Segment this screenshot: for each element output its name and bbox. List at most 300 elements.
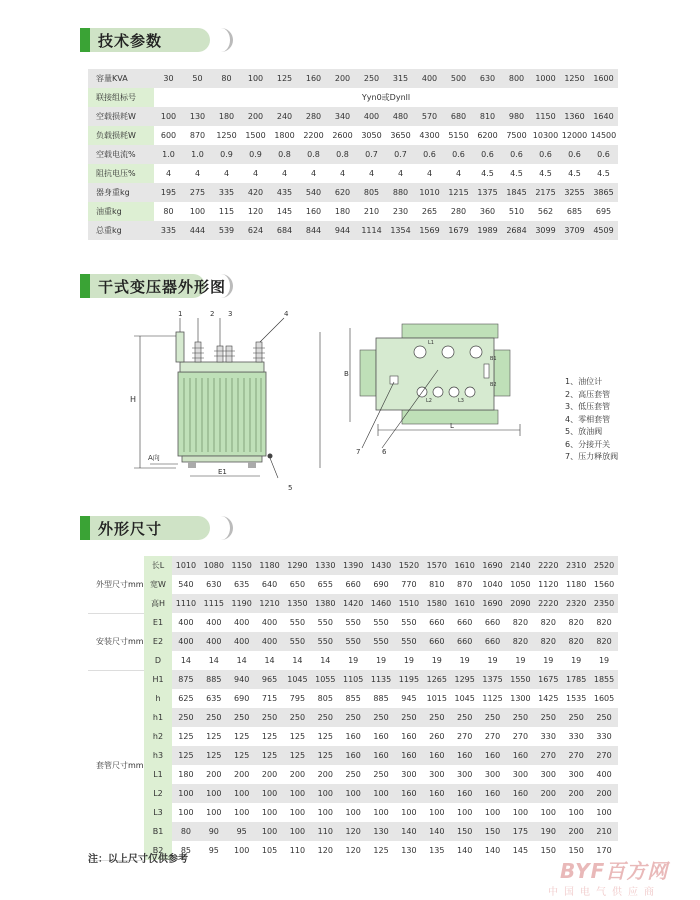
dimension-cell: 250 bbox=[590, 708, 618, 727]
legend-item: 2、高压套管 bbox=[565, 389, 611, 399]
dimension-cell: 100 bbox=[479, 803, 507, 822]
tech-row bbox=[88, 107, 618, 126]
dimension-cell: 885 bbox=[367, 689, 395, 708]
dimension-label: H1 bbox=[144, 670, 172, 689]
dimension-cell: 1080 bbox=[200, 556, 228, 575]
dimension-cell: 1045 bbox=[451, 689, 479, 708]
dimension-cell: 160 bbox=[423, 746, 451, 765]
dimension-cell: 400 bbox=[172, 613, 200, 632]
tech-cell: 230 bbox=[386, 202, 415, 221]
tech-cell: 630 bbox=[473, 69, 502, 88]
dimension-cell: 300 bbox=[479, 765, 507, 784]
dimension-cell: 2350 bbox=[590, 594, 618, 613]
table-row bbox=[88, 556, 618, 575]
tech-cell: 180 bbox=[212, 107, 241, 126]
dimension-cell: 1265 bbox=[423, 670, 451, 689]
tech-cell: 280 bbox=[299, 107, 328, 126]
dimension-cell: 100 bbox=[200, 784, 228, 803]
dimension-cell: 660 bbox=[423, 632, 451, 651]
dimension-cell: 550 bbox=[395, 632, 423, 651]
dimension-cell: 270 bbox=[507, 727, 535, 746]
tech-cell: 3865 bbox=[589, 183, 618, 202]
tech-cell: 0.9 bbox=[212, 145, 241, 164]
dimension-label: h2 bbox=[144, 727, 172, 746]
dimension-cell: 1560 bbox=[590, 575, 618, 594]
dimension-cell: 330 bbox=[562, 727, 590, 746]
dimension-cell: 820 bbox=[534, 613, 562, 632]
dimension-cell: 690 bbox=[228, 689, 256, 708]
dimension-cell: 110 bbox=[284, 841, 312, 860]
dimension-cell: 125 bbox=[200, 727, 228, 746]
tech-cell: 980 bbox=[502, 107, 531, 126]
dimension-cell: 1690 bbox=[479, 556, 507, 575]
label-3: 3 bbox=[228, 310, 233, 318]
dimension-cell: 820 bbox=[507, 632, 535, 651]
dimension-cell: 100 bbox=[284, 784, 312, 803]
dimension-cell: 100 bbox=[228, 803, 256, 822]
tech-cell: 420 bbox=[241, 183, 270, 202]
dimension-cell: 130 bbox=[395, 841, 423, 860]
dimension-cell: 14 bbox=[200, 651, 228, 670]
tech-cell: 195 bbox=[154, 183, 183, 202]
label-4: 4 bbox=[284, 310, 289, 318]
dimension-cell: 250 bbox=[534, 708, 562, 727]
dimension-cell: 130 bbox=[367, 822, 395, 841]
dimension-cell: 95 bbox=[228, 822, 256, 841]
dimension-cell: 2520 bbox=[590, 556, 618, 575]
dimension-cell: 250 bbox=[339, 708, 367, 727]
tech-cell: 0.8 bbox=[299, 145, 328, 164]
dimension-cell: 400 bbox=[590, 765, 618, 784]
tech-cell: 570 bbox=[415, 107, 444, 126]
dimension-cell: 660 bbox=[451, 613, 479, 632]
transformer-drawing bbox=[120, 306, 560, 496]
tech-cell: 145 bbox=[270, 202, 299, 221]
dimension-cell: 19 bbox=[507, 651, 535, 670]
dimension-cell: 100 bbox=[311, 803, 339, 822]
tech-cell: 480 bbox=[386, 107, 415, 126]
tech-cell: 1114 bbox=[357, 221, 386, 240]
dimension-cell: 125 bbox=[172, 727, 200, 746]
dimension-cell: 1105 bbox=[339, 670, 367, 689]
dimension-label: D bbox=[144, 651, 172, 670]
dimension-cell: 625 bbox=[172, 689, 200, 708]
dimension-cell: 650 bbox=[284, 575, 312, 594]
tech-row bbox=[88, 145, 618, 164]
tech-cell: 4509 bbox=[589, 221, 618, 240]
dimension-cell: 1460 bbox=[367, 594, 395, 613]
dimension-cell: 170 bbox=[590, 841, 618, 860]
tech-cell: 4.5 bbox=[531, 164, 560, 183]
dimension-cell: 1430 bbox=[367, 556, 395, 575]
label-L2: L2 bbox=[426, 398, 432, 404]
tech-cell: 624 bbox=[241, 221, 270, 240]
dimension-cell: 19 bbox=[367, 651, 395, 670]
tech-row bbox=[88, 202, 618, 221]
tech-cell: 1354 bbox=[386, 221, 415, 240]
dimension-cell: 140 bbox=[395, 822, 423, 841]
dimension-cell: 1605 bbox=[590, 689, 618, 708]
label-5: 5 bbox=[288, 484, 293, 492]
dimension-cell: 19 bbox=[451, 651, 479, 670]
label-H: H bbox=[130, 395, 137, 404]
tech-cell: 30 bbox=[154, 69, 183, 88]
dimension-cell: 100 bbox=[256, 822, 284, 841]
dimension-cell: 1195 bbox=[395, 670, 423, 689]
dimension-cell: 14 bbox=[228, 651, 256, 670]
dimension-cell: 125 bbox=[256, 746, 284, 765]
legend-item: 1、油位计 bbox=[565, 377, 603, 386]
dimension-cell: 14 bbox=[284, 651, 312, 670]
tech-row-label: 空载损耗W bbox=[88, 107, 154, 126]
dimension-cell: 150 bbox=[562, 841, 590, 860]
dimension-cell: 140 bbox=[423, 822, 451, 841]
tech-cell: 265 bbox=[415, 202, 444, 221]
dimension-cell: 200 bbox=[256, 765, 284, 784]
dimension-cell: 250 bbox=[367, 708, 395, 727]
dimension-cell: 690 bbox=[367, 575, 395, 594]
dimension-cell: 1550 bbox=[507, 670, 535, 689]
dimension-cell: 1690 bbox=[479, 594, 507, 613]
dimension-cell: 125 bbox=[172, 746, 200, 765]
tech-cell: 870 bbox=[183, 126, 212, 145]
tech-cell: 4.5 bbox=[502, 164, 531, 183]
tech-cell: 0.7 bbox=[386, 145, 415, 164]
dimension-cell: 100 bbox=[590, 803, 618, 822]
dimension-cell: 100 bbox=[534, 803, 562, 822]
tech-row bbox=[88, 126, 618, 145]
dimension-cell: 80 bbox=[172, 822, 200, 841]
dimension-cell: 810 bbox=[423, 575, 451, 594]
dimension-cell: 820 bbox=[590, 632, 618, 651]
dimension-cell: 160 bbox=[339, 746, 367, 765]
tech-cell: 0.8 bbox=[328, 145, 357, 164]
section-header-tech bbox=[80, 28, 163, 52]
legend-item: 5、放油阀 bbox=[565, 427, 603, 436]
tech-cell: 1150 bbox=[531, 107, 560, 126]
tech-cell: 1360 bbox=[560, 107, 589, 126]
dimension-cell: 660 bbox=[451, 632, 479, 651]
dimension-cell: 125 bbox=[311, 727, 339, 746]
tech-cell: 335 bbox=[154, 221, 183, 240]
dimension-cell: 400 bbox=[228, 613, 256, 632]
table-row bbox=[88, 575, 618, 594]
tech-cell: 1250 bbox=[560, 69, 589, 88]
tech-cell: 1215 bbox=[444, 183, 473, 202]
dimension-cell: 270 bbox=[534, 746, 562, 765]
dimension-cell: 870 bbox=[451, 575, 479, 594]
dimension-cell: 200 bbox=[534, 784, 562, 803]
tech-cell: 695 bbox=[589, 202, 618, 221]
dimension-cell: 250 bbox=[562, 708, 590, 727]
dimension-cell: 550 bbox=[395, 613, 423, 632]
dimension-cell: 2090 bbox=[507, 594, 535, 613]
dimension-cell: 160 bbox=[479, 784, 507, 803]
dimension-cell: 1045 bbox=[284, 670, 312, 689]
tech-cell: 10300 bbox=[531, 126, 560, 145]
dimension-cell: 550 bbox=[311, 632, 339, 651]
dimension-cell: 100 bbox=[562, 803, 590, 822]
dimension-cell: 125 bbox=[256, 727, 284, 746]
table-row bbox=[88, 613, 618, 632]
tech-cell: 1845 bbox=[502, 183, 531, 202]
dimension-cell: 200 bbox=[590, 784, 618, 803]
dimension-cell: 1300 bbox=[507, 689, 535, 708]
tech-row-label: 联接组标号 bbox=[88, 88, 154, 107]
section-title-drawing: 干式变压器外形图 bbox=[98, 277, 227, 296]
dimension-cell: 1135 bbox=[367, 670, 395, 689]
tech-cell: 4300 bbox=[415, 126, 444, 145]
tech-cell: 0.6 bbox=[473, 145, 502, 164]
dimension-cell: 250 bbox=[395, 708, 423, 727]
dimension-cell: 250 bbox=[367, 765, 395, 784]
dimension-cell: 135 bbox=[423, 841, 451, 860]
label-2: 2 bbox=[210, 310, 215, 318]
tech-cell: 3050 bbox=[357, 126, 386, 145]
tech-cell: 50 bbox=[183, 69, 212, 88]
tech-cell: 2175 bbox=[531, 183, 560, 202]
tech-cell: 100 bbox=[154, 107, 183, 126]
tech-cell: 4.5 bbox=[560, 164, 589, 183]
tech-cell: 3255 bbox=[560, 183, 589, 202]
dimension-cell: 2220 bbox=[534, 556, 562, 575]
tech-cell: 2200 bbox=[299, 126, 328, 145]
label-A: A向 bbox=[148, 454, 160, 462]
tech-cell: 944 bbox=[328, 221, 357, 240]
dimension-cell: 250 bbox=[311, 708, 339, 727]
dimension-cell: 1570 bbox=[423, 556, 451, 575]
dimension-cell: 1210 bbox=[256, 594, 284, 613]
legend-item: 4、零相套管 bbox=[565, 414, 611, 424]
dimension-cell: 140 bbox=[479, 841, 507, 860]
dimension-cell: 300 bbox=[395, 765, 423, 784]
tech-cell: 100 bbox=[241, 69, 270, 88]
tech-cell: 3709 bbox=[560, 221, 589, 240]
dimension-cell: 300 bbox=[534, 765, 562, 784]
tech-cell: 4 bbox=[299, 164, 328, 183]
dimension-cell: 550 bbox=[367, 613, 395, 632]
label-L3: L3 bbox=[458, 398, 464, 404]
tech-cell: 680 bbox=[444, 107, 473, 126]
dimension-cell: 85 bbox=[172, 841, 200, 860]
dimension-cell: 1050 bbox=[507, 575, 535, 594]
tech-cell: 4 bbox=[154, 164, 183, 183]
tech-cell: 250 bbox=[357, 69, 386, 88]
dimension-cell: 100 bbox=[367, 784, 395, 803]
dimension-cell: 120 bbox=[339, 822, 367, 841]
tech-cell: 400 bbox=[357, 107, 386, 126]
tech-cell: 1569 bbox=[415, 221, 444, 240]
dimension-cell: 250 bbox=[423, 708, 451, 727]
dimension-cell: 160 bbox=[367, 746, 395, 765]
dimension-cell: 660 bbox=[423, 613, 451, 632]
label-B: B bbox=[344, 370, 349, 378]
dimension-cell: 1040 bbox=[479, 575, 507, 594]
dimension-cell: 330 bbox=[534, 727, 562, 746]
dimension-cell: 125 bbox=[311, 746, 339, 765]
dimension-cell: 1055 bbox=[311, 670, 339, 689]
dimension-cell: 1330 bbox=[311, 556, 339, 575]
dimension-cell: 160 bbox=[507, 746, 535, 765]
dimension-cell: 125 bbox=[284, 746, 312, 765]
dimension-cell: 550 bbox=[284, 632, 312, 651]
dimension-cell: 120 bbox=[311, 841, 339, 860]
dimension-cell: 300 bbox=[423, 765, 451, 784]
dimension-cell: 100 bbox=[284, 822, 312, 841]
tech-cell: 160 bbox=[299, 202, 328, 221]
dimension-cell: 300 bbox=[507, 765, 535, 784]
tech-row bbox=[88, 69, 618, 88]
dimension-cell: 150 bbox=[479, 822, 507, 841]
dimension-cell: 2140 bbox=[507, 556, 535, 575]
tech-cell: 4.5 bbox=[589, 164, 618, 183]
tech-cell: 7500 bbox=[502, 126, 531, 145]
dimension-cell: 400 bbox=[172, 632, 200, 651]
dimension-cell: 270 bbox=[590, 746, 618, 765]
dimension-cell: 965 bbox=[256, 670, 284, 689]
dimension-cell: 100 bbox=[172, 803, 200, 822]
tech-cell: 1989 bbox=[473, 221, 502, 240]
dimension-cell: 250 bbox=[200, 708, 228, 727]
tech-cell: 685 bbox=[560, 202, 589, 221]
dimension-cell: 190 bbox=[534, 822, 562, 841]
tech-cell: 510 bbox=[502, 202, 531, 221]
tech-cell: 1375 bbox=[473, 183, 502, 202]
tech-cell: 810 bbox=[473, 107, 502, 126]
tech-row-label: 容量KVA bbox=[88, 69, 154, 88]
dimension-cell: 550 bbox=[339, 613, 367, 632]
dimension-cell: 630 bbox=[200, 575, 228, 594]
tech-cell: 160 bbox=[299, 69, 328, 88]
dimension-cell: 120 bbox=[339, 841, 367, 860]
dimension-cell: 300 bbox=[451, 765, 479, 784]
dimension-cell: 100 bbox=[423, 803, 451, 822]
tech-cell: 620 bbox=[328, 183, 357, 202]
label-E1: E1 bbox=[218, 468, 227, 476]
dimension-cell: 660 bbox=[479, 613, 507, 632]
table-row bbox=[88, 594, 618, 613]
tech-cell: 539 bbox=[212, 221, 241, 240]
dimension-cell: 820 bbox=[562, 613, 590, 632]
dimension-cell: 875 bbox=[172, 670, 200, 689]
dimension-cell: 1425 bbox=[534, 689, 562, 708]
tech-cell: 1010 bbox=[415, 183, 444, 202]
dimension-cell: 160 bbox=[423, 784, 451, 803]
tech-cell: 200 bbox=[241, 107, 270, 126]
dimension-cell: 19 bbox=[339, 651, 367, 670]
dimension-cell: 100 bbox=[228, 784, 256, 803]
dimension-cell: 100 bbox=[507, 803, 535, 822]
dimension-label: L2 bbox=[144, 784, 172, 803]
dimension-cell: 250 bbox=[479, 708, 507, 727]
dimension-cell: 1855 bbox=[590, 670, 618, 689]
tech-cell: 5150 bbox=[444, 126, 473, 145]
dimension-cell: 940 bbox=[228, 670, 256, 689]
table-row bbox=[88, 746, 618, 765]
label-1: 1 bbox=[178, 310, 183, 318]
tech-cell: 4 bbox=[270, 164, 299, 183]
dimension-label: L3 bbox=[144, 803, 172, 822]
dimension-cell: 200 bbox=[562, 784, 590, 803]
tech-cell: 4 bbox=[212, 164, 241, 183]
dimension-cell: 270 bbox=[451, 727, 479, 746]
dimension-cell: 820 bbox=[562, 632, 590, 651]
dimension-cell: 200 bbox=[311, 765, 339, 784]
tech-cell: 1800 bbox=[270, 126, 299, 145]
dimension-cell: 805 bbox=[311, 689, 339, 708]
dimension-cell: 400 bbox=[200, 613, 228, 632]
dimension-cell: 655 bbox=[311, 575, 339, 594]
tech-cell: 210 bbox=[357, 202, 386, 221]
dimension-label: h bbox=[144, 689, 172, 708]
dimension-cell: 300 bbox=[562, 765, 590, 784]
tech-cell: 0.7 bbox=[357, 145, 386, 164]
tech-cell: 444 bbox=[183, 221, 212, 240]
dimension-cell: 100 bbox=[451, 803, 479, 822]
dimension-cell: 100 bbox=[256, 803, 284, 822]
legend-item: 3、低压套管 bbox=[565, 402, 611, 411]
tech-cell: 1.0 bbox=[183, 145, 212, 164]
dimension-cell: 200 bbox=[562, 822, 590, 841]
tech-cell: 2684 bbox=[502, 221, 531, 240]
dimension-cell: 270 bbox=[562, 746, 590, 765]
dimension-cell: 1580 bbox=[423, 594, 451, 613]
table-row bbox=[88, 765, 618, 784]
tech-row-label: 器身重kg bbox=[88, 183, 154, 202]
tech-cell: 335 bbox=[212, 183, 241, 202]
tech-row-label: 空载电流% bbox=[88, 145, 154, 164]
dimension-cell: 1375 bbox=[479, 670, 507, 689]
dimension-cell: 110 bbox=[311, 822, 339, 841]
dimension-cell: 855 bbox=[339, 689, 367, 708]
dimension-cell: 145 bbox=[507, 841, 535, 860]
tech-cell: 115 bbox=[212, 202, 241, 221]
dimension-cell: 550 bbox=[311, 613, 339, 632]
tech-cell: 0.6 bbox=[415, 145, 444, 164]
tech-cell: 4 bbox=[241, 164, 270, 183]
dimension-cell: 19 bbox=[479, 651, 507, 670]
tech-cell: 1640 bbox=[589, 107, 618, 126]
dimension-cell: 125 bbox=[284, 727, 312, 746]
dimension-cell: 540 bbox=[172, 575, 200, 594]
tech-cell: 435 bbox=[270, 183, 299, 202]
dimension-cell: 250 bbox=[284, 708, 312, 727]
tech-cell: 800 bbox=[502, 69, 531, 88]
label-7: 7 bbox=[356, 448, 361, 456]
tech-cell: 400 bbox=[415, 69, 444, 88]
tech-cell: 0.6 bbox=[531, 145, 560, 164]
dimension-cell: 400 bbox=[200, 632, 228, 651]
dimension-cell: 660 bbox=[339, 575, 367, 594]
dimension-cell: 2220 bbox=[534, 594, 562, 613]
tech-cell: Yyn0或Dynll bbox=[154, 88, 618, 107]
dimension-cell: 210 bbox=[590, 822, 618, 841]
tech-cell: 1250 bbox=[212, 126, 241, 145]
tech-cell: 880 bbox=[386, 183, 415, 202]
dimension-cell: 1180 bbox=[256, 556, 284, 575]
dimension-cell: 100 bbox=[311, 784, 339, 803]
dimension-cell: 150 bbox=[534, 841, 562, 860]
tech-cell: 12000 bbox=[560, 126, 589, 145]
dimension-cell: 125 bbox=[200, 746, 228, 765]
dimension-cell: 1010 bbox=[172, 556, 200, 575]
table-row bbox=[88, 651, 618, 670]
tech-row-label: 阻抗电压% bbox=[88, 164, 154, 183]
dimension-cell: 250 bbox=[228, 708, 256, 727]
dimension-cell: 1390 bbox=[339, 556, 367, 575]
tech-cell: 0.9 bbox=[241, 145, 270, 164]
dimension-cell: 95 bbox=[200, 841, 228, 860]
